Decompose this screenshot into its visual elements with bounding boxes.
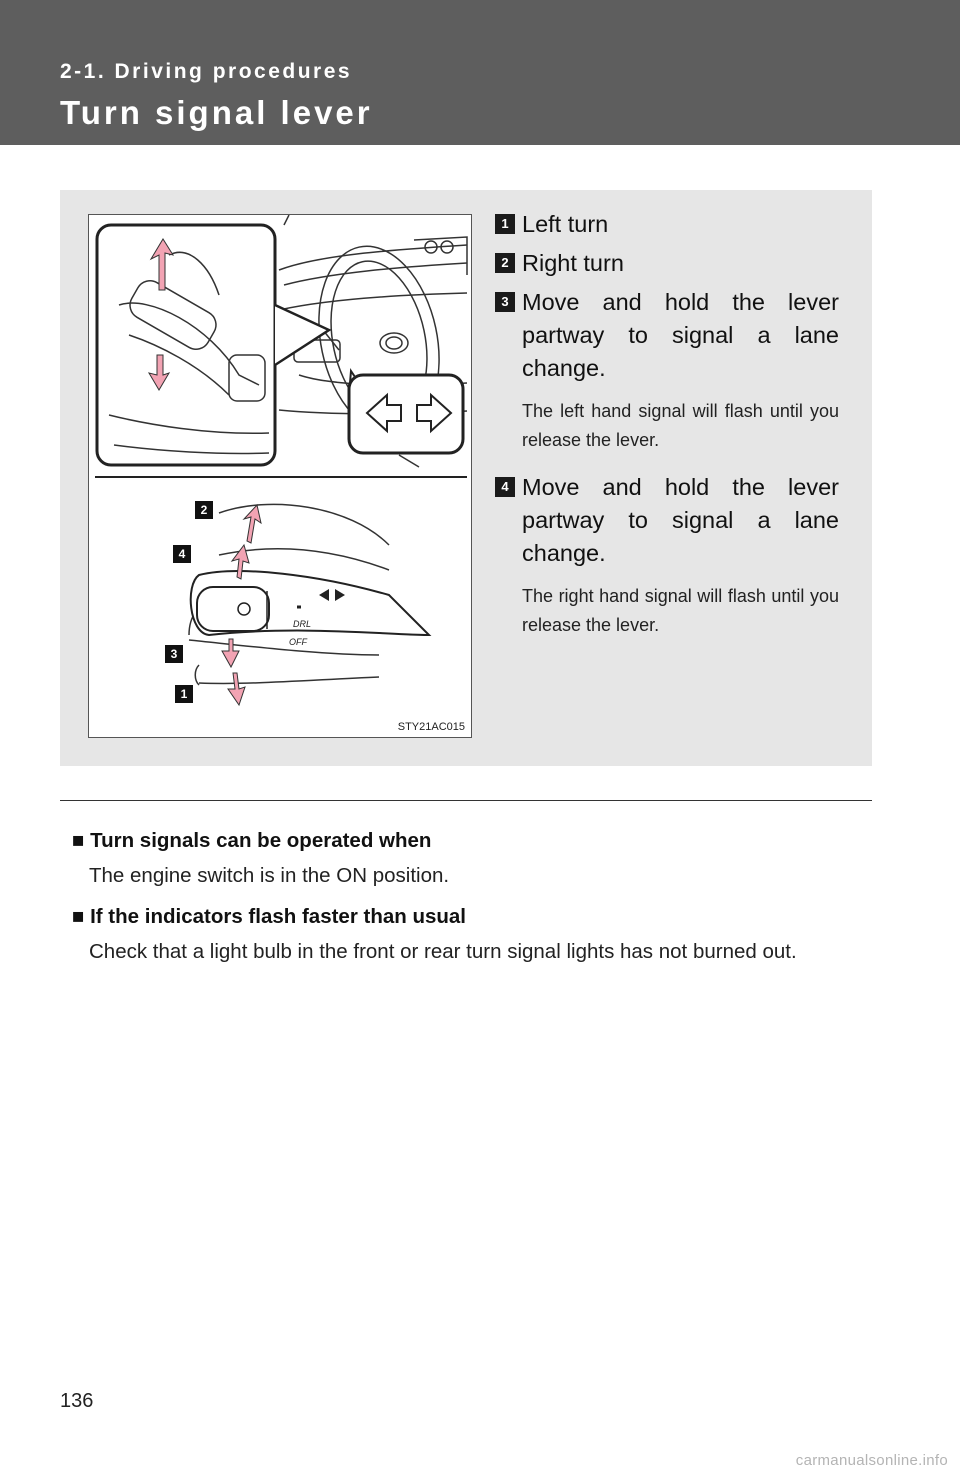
svg-text:3: 3 [170,647,178,661]
legend-item-1 [495,208,839,241]
legend [495,208,839,640]
callout-badge-3 [165,645,183,663]
legend-item-3 [495,286,839,455]
watermark: carmanualsonline.info [795,1452,948,1469]
legend-item-2 [495,247,839,280]
legend-note: The left hand signal will flash until you release the lever. [522,401,839,450]
note-title-text: Turn signals can be operated when [90,829,432,852]
legend-text: Right turn [522,250,624,276]
legend-badge: 1 [495,214,515,234]
drl-label: DRL [293,619,312,629]
note-body: The engine switch is in the ON position. [89,864,450,887]
legend-text: Move and hold the lever partway to signal a lane change. [522,289,839,381]
page-number: 136 [60,1390,94,1412]
legend-note: The right hand signal will flash until you release the lever. [522,586,839,635]
note-marker: ■ [72,829,85,852]
callout-badge-2 [195,501,213,519]
note-title [72,904,872,930]
turn-signal-illustration [88,214,472,738]
callout-badge-1 [175,685,193,703]
note-fast-flash [72,904,872,968]
legend-badge: 4 [495,477,515,497]
section-label: 2-1. Driving procedures [60,60,353,83]
page-title: Turn signal lever [60,94,373,131]
section-divider [60,800,872,801]
figure-code: STY21AC015 [397,721,465,733]
note-title [72,828,872,854]
illustration-drawing [89,215,472,738]
svg-text:1: 1 [180,687,188,701]
note-marker: ■ [72,905,85,928]
note-title-text: If the indicators flash faster than usual [90,905,467,928]
svg-text:2: 2 [200,503,208,517]
legend-item-4 [495,471,839,640]
legend-text: Move and hold the lever partway to signal a lane change. [522,474,839,566]
legend-badge: 3 [495,292,515,312]
legend-badge: 2 [495,253,515,273]
legend-text: Left turn [522,211,609,237]
callout-badge-4 [173,545,191,563]
off-label: OFF [289,637,307,647]
note-operation [72,828,872,892]
svg-text:4: 4 [178,547,186,561]
note-body: Check that a light bulb in the front or rear turn signal lights has not burned out. [89,940,797,963]
